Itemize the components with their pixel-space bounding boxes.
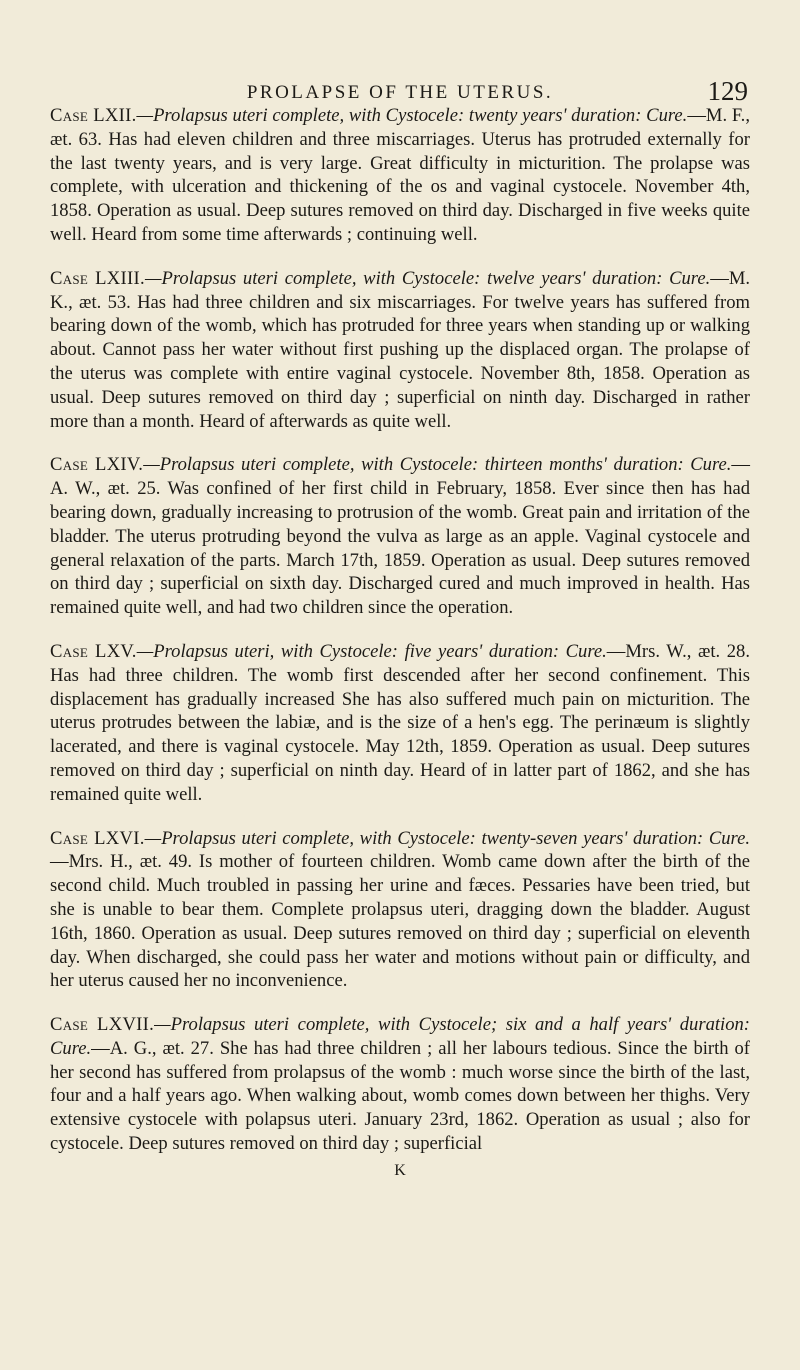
case-title: —Prolapsus uteri complete, with Cystocele: twelve years' duration: Cure.	[144, 267, 711, 289]
case-title: —Prolapsus uteri complete, with Cystocele: twenty-seven years' duration: Cure.	[144, 827, 750, 849]
page-header	[50, 60, 750, 104]
case-paragraph	[50, 1013, 750, 1156]
case-body: —A. W., æt. 25. Was confined of her first child in February, 1858. Ever since then has had bearing down, gradually increasing to protrusion of the womb. Great pain and irritation of the bladder. The uterus protruding beyond the vulva as large as an apple. Vaginal cystocele and general relaxation of the parts. March 17th, 1859. Operation as usual. Deep sutures removed on third day ; superficial on sixth day. Discharged cured and much improved in health. Has remained quite well, and had two children since the operation.	[50, 454, 751, 619]
case-body: —M. F., æt. 63. Has had eleven children and three miscarriages. Uterus has protruded externally for the last twenty years, and is very large. Great difficulty in micturition. The prolapse was complete, with ulceration and thickening of the os and vaginal cystocele. November 4th, 1858. Operation as usual. Deep sutures removed on third day. Discharged in five weeks quite well. Heard from some time afterwards ; continuing well.	[50, 105, 750, 245]
case-title: —Prolapsus uteri complete, with Cystocele: thirteen months' duration: Cure.	[143, 454, 732, 476]
running-head: PROLAPSE OF THE UTERUS.	[246, 82, 554, 103]
signature-mark: K	[394, 1161, 406, 1179]
case-paragraph	[50, 640, 750, 807]
case-label: Case LXVI.	[50, 827, 145, 849]
case-paragraph	[50, 267, 750, 434]
case-body: —Mrs. H., æt. 49. Is mother of fourteen children. Womb came down after the birth of the second child. Much troubled in passing her urine and fæces. Pessaries have been tried, but she is unable to bear them. Complete prolapsus uteri, dragging down the bladder. August 16th, 1860. Operation as usual. Deep sutures removed on third day ; superficial on eleventh day. When discharged, she could pass her water and motions without pain or difficulty, and her uterus caused her no inconvenience.	[50, 851, 750, 992]
case-label: Case LXII.	[50, 105, 137, 126]
case-label: Case LXIII.	[50, 267, 145, 289]
case-body: —Mrs. W., æt. 28. Has had three children. The womb first descended after her second confinement. This displacement has gradually increased She has also suffered much pain on micturition. The uterus protrudes between the labiæ, and is the size of a hen's egg. The perinæum is slightly lacerated, and there is vaginal cystocele. May 12th, 1859. Operation as usual. Deep sutures removed on third day ; superficial on ninth day. Heard of in latter part of 1862, and she has remained quite well.	[50, 640, 751, 805]
case-body: —A. G., æt. 27. She has had three children ; all her labours tedious. Since the birth of her second has suffered from prolapsus of the womb : much worse since the birth of the last, four and a half years ago. When walking about, womb comes down between her thighs. Very extensive cystocele with polapsus uteri. January 23rd, 1862. Operation as usual ; also for cystocele. Deep sutures removed on third day ; superficial	[50, 1037, 750, 1155]
case-title: —Prolapsus uteri, with Cystocele: five years' duration: Cure.	[136, 640, 607, 662]
case-paragraph	[50, 827, 750, 994]
case-paragraph	[50, 453, 750, 620]
book-page	[50, 60, 750, 1180]
case-label: Case LXVII.	[50, 1014, 155, 1036]
case-label: Case LXV.	[50, 640, 137, 662]
case-title: —Prolapsus uteri complete, with Cystocele: twenty years' duration: Cure.	[136, 105, 688, 126]
page-number: 129	[707, 76, 748, 106]
case-body: —M. K., æt. 53. Has had three children and six miscarriages. For twelve years has suffered from bearing down of the womb, which has protruded for three years when standing up or walking about. Cannot pass her water without first pushing up the displaced organ. The prolapse of the uterus was complete with entire vaginal cystocele. November 8th, 1858. Operation as usual. Deep sutures removed on third day ; superficial on ninth day. Discharged in rather more than a month. Heard of afterwards as quite well.	[50, 267, 751, 432]
case-label: Case LXIV.	[50, 454, 144, 476]
case-title: —Prolapsus uteri complete, with Cystocele; six and a half years' duration: Cure.	[50, 1014, 750, 1059]
case-paragraph	[50, 104, 750, 247]
